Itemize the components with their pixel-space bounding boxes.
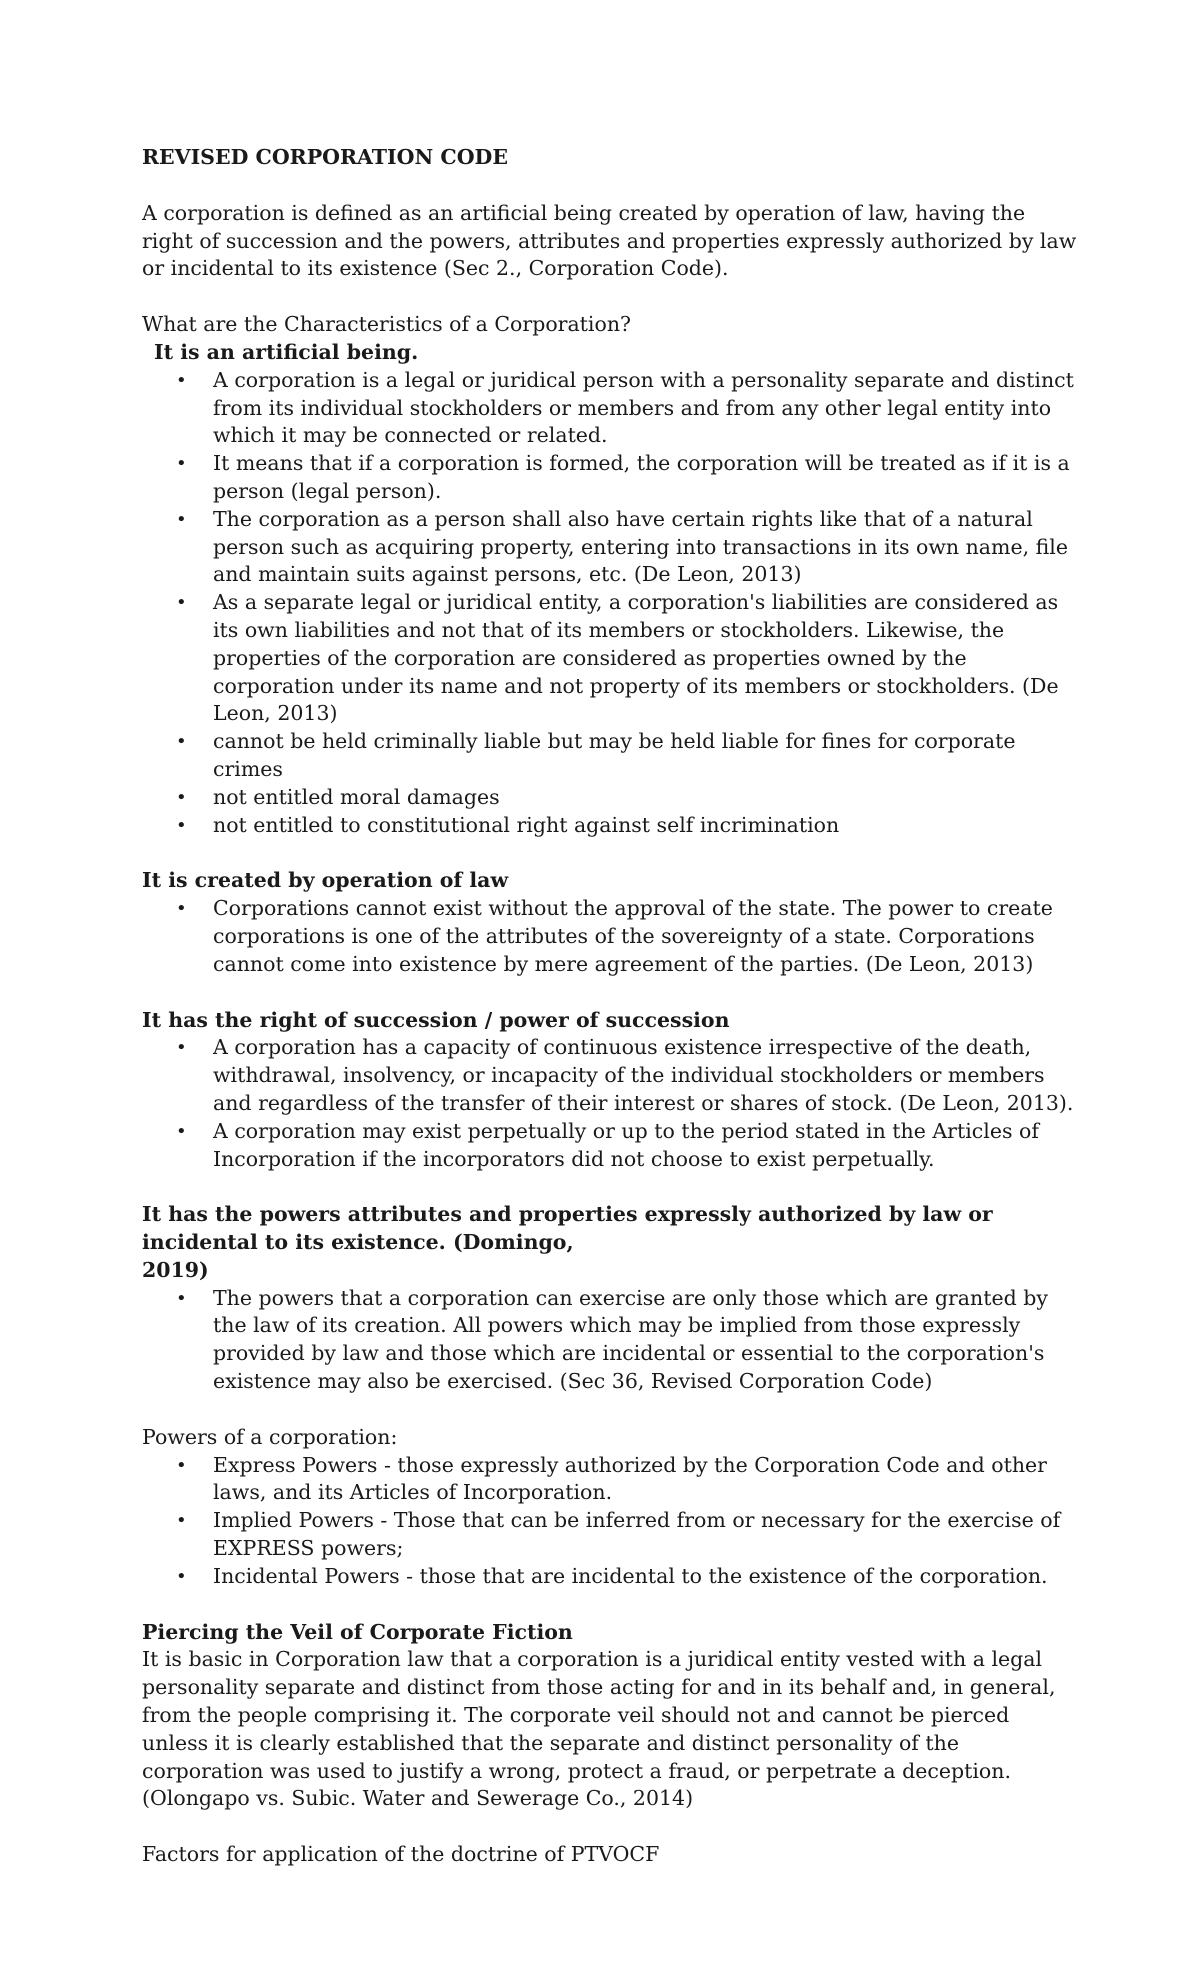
- operation-of-law-list: [142, 895, 1077, 978]
- powers-list: [142, 1452, 1077, 1591]
- section-heading-succession: It has the right of succession / power of succession: [142, 1007, 730, 1032]
- list-item: • As a separate legal or juridical entity, a corporation's liabilities are considered as its own liabilities and not that of its members or stockholders. Likewise, the properties of the corporation are considered as properties owned by the corporation under its name and not property of its members or stockholders. (De Leon, 2013): [142, 589, 1077, 728]
- list-item: • Corporations cannot exist without the approval of the state. The power to create corporations is one of the attributes of the sovereignty of a state. Corporations cannot come into existence by mere agreement of the parties. (De Leon, 2013): [142, 895, 1077, 978]
- succession-list: [142, 1034, 1077, 1173]
- section-heading-artificial-being: It is an artificial being.: [154, 339, 419, 364]
- document-content: [142, 144, 1077, 1869]
- list-item: • cannot be held criminally liable but may be held liable for fines for corporate crimes: [142, 728, 1077, 784]
- list-item: • not entitled moral damages: [142, 784, 1077, 812]
- definition-paragraph: A corporation is defined as an artificial being created by operation of law, having the right of succession and the powers, attributes and properties expressly authorized by law or incidental to its existence (Sec 2., Corporation Code).: [142, 200, 1077, 281]
- list-item: • A corporation is a legal or juridical person with a personality separate and distinct from its individual stockholders or members and from any other legal entity into which it may be connected or related.: [142, 367, 1077, 450]
- list-item-text: It means that if a corporation is formed, the corporation will be treated as if it is a person (legal person).: [213, 451, 1070, 503]
- list-item: • Implied Powers - Those that can be inferred from or necessary for the exercise of EXPRESS powers;: [142, 1507, 1077, 1563]
- list-item: [142, 450, 1077, 506]
- characteristics-question: What are the Characteristics of a Corporation?: [142, 312, 632, 337]
- list-item: • not entitled to constitutional right against self incrimination: [142, 812, 1077, 840]
- section-heading-powers-attributes-year: 2019): [142, 1257, 209, 1282]
- list-item: • Incidental Powers - those that are incidental to the existence of the corporation.: [142, 1563, 1077, 1591]
- section-heading-powers-attributes: It has the powers attributes and properties expressly authorized by law or incidental to its existence. (Domingo,: [142, 1202, 993, 1255]
- list-item: • The corporation as a person shall also have certain rights like that of a natural person such as acquiring property, entering into transactions in its own name, file and maintain suits against persons, etc. (De Leon, 2013): [142, 506, 1077, 589]
- piercing-body: It is basic in Corporation law that a corporation is a juridical entity vested with a legal personality separate and distinct from those acting for and in its behalf and, in general, from the people comprising it. The corporate veil should not and cannot be pierced unless it is clearly established that the separate and distinct personality of the corporation was used to justify a wrong, protect a fraud, or perpetrate a deception.: [142, 1647, 1056, 1783]
- powers-intro: Powers of a corporation:: [142, 1424, 398, 1449]
- document-title: REVISED CORPORATION CODE: [142, 145, 508, 169]
- piercing-citation: (Olongapo vs. Subic. Water and Sewerage Co., 2014): [142, 1786, 694, 1811]
- section-heading-operation-of-law: It is created by operation of law: [142, 868, 509, 893]
- powers-attributes-list: [142, 1285, 1077, 1396]
- list-item: • The powers that a corporation can exercise are only those which are granted by the law of its creation. All powers which may be implied from those expressly provided by law and those which are incidental or essential to the corporation's existence may also be exercised. (Sec 36, Revised Corporation Code): [142, 1285, 1077, 1396]
- list-item: • A corporation has a capacity of continuous existence irrespective of the death, withdrawal, insolvency, or incapacity of the individual stockholders or members and regardless of the transfer of their interest or shares of stock. (De Leon, 2013).: [142, 1034, 1077, 1117]
- artificial-being-list: [142, 367, 1077, 840]
- list-item: • Express Powers - those expressly authorized by the Corporation Code and other laws, and its Articles of Incorporation.: [142, 1452, 1077, 1508]
- factors-line: Factors for application of the doctrine of PTVOCF: [142, 1842, 660, 1867]
- list-item: • A corporation may exist perpetually or up to the period stated in the Articles of Incorporation if the incorporators did not choose to exist perpetually.: [142, 1118, 1077, 1174]
- piercing-heading: Piercing the Veil of Corporate Fiction: [142, 1619, 573, 1644]
